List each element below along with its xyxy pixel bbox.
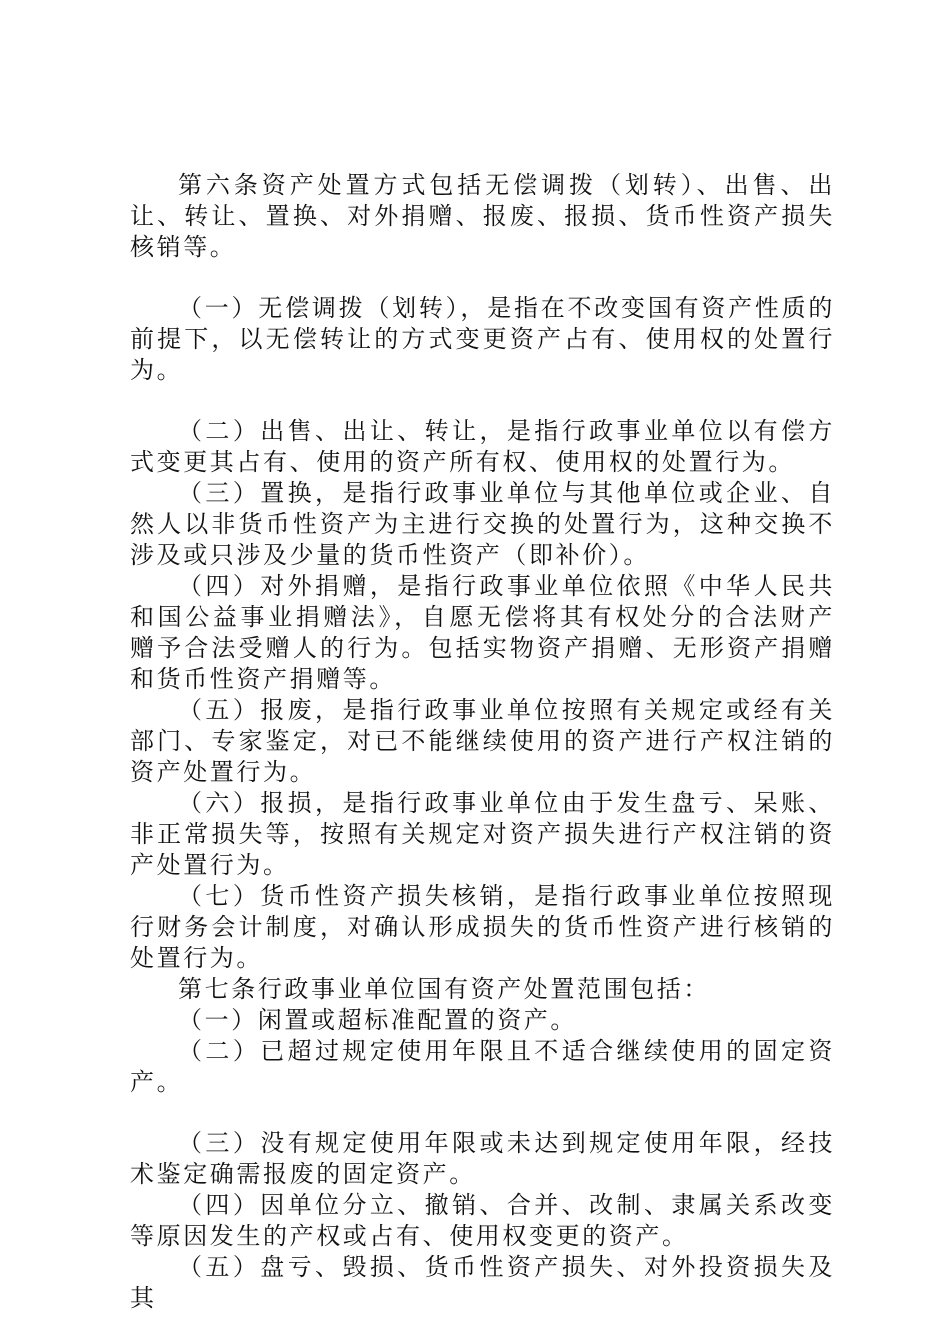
document-body	[130, 170, 835, 1314]
paragraph-article-7: 第七条行政事业单位国有资产处置范围包括：	[178, 975, 710, 1003]
paragraph-article-6: 第六条资产处置方式包括无偿调拨（划转）、出售、出让、转让、置换、对外捐赠、报废、报损、货币性资产损失核销等。	[130, 171, 835, 261]
paragraph-item-3-exchange: （三）置换，是指行政事业单位与其他单位或企业、自然人以非货币性资产为主进行交换的处置行为，这种交换不涉及或只涉及少量的货币性资产（即补价）。	[130, 479, 835, 569]
paragraph-item-6-loss-report: （六）报损，是指行政事业单位由于发生盘亏、呆账、非正常损失等，按照有关规定对资产损失进行产权注销的资产处置行为。	[130, 789, 835, 879]
paragraph-item-4-donation: （四）对外捐赠，是指行政事业单位依照《中华人民共和国公益事业捐赠法》，自愿无偿将其有权处分的合法财产赠予合法受赠人的行为。包括实物资产捐赠、无形资产捐赠和货币性资产捐赠等。	[130, 572, 835, 693]
paragraph-item-1-free-transfer: （一）无偿调拨（划转），是指在不改变国有资产性质的前提下，以无偿转让的方式变更资产占有、使用权的处置行为。	[130, 294, 835, 384]
paragraph-scope-2: （二）已超过规定使用年限且不适合继续使用的固定资产。	[130, 1037, 835, 1096]
paragraph-scope-1: （一）闲置或超标准配置的资产。	[178, 1006, 577, 1034]
paragraph-scope-4: （四）因单位分立、撤销、合并、改制、隶属关系改变等原因发生的产权或占有、使用权变更的资产。	[130, 1191, 835, 1250]
paragraph-item-2-sale: （二）出售、出让、转让，是指行政事业单位以有偿方式变更其占有、使用的资产所有权、使用权的处置行为。	[130, 417, 835, 476]
paragraph-item-5-scrap: （五）报废，是指行政事业单位按照有关规定或经有关部门、专家鉴定，对已不能继续使用的资产进行产权注销的资产处置行为。	[130, 696, 835, 786]
paragraph-scope-3: （三）没有规定使用年限或未达到规定使用年限，经技术鉴定确需报废的固定资产。	[130, 1129, 835, 1188]
paragraph-scope-5: （五）盘亏、毁损、货币性资产损失、对外投资损失及其	[130, 1253, 835, 1312]
paragraph-item-7-writeoff: （七）货币性资产损失核销，是指行政事业单位按照现行财务会计制度，对确认形成损失的货币性资产进行核销的处置行为。	[130, 882, 835, 972]
